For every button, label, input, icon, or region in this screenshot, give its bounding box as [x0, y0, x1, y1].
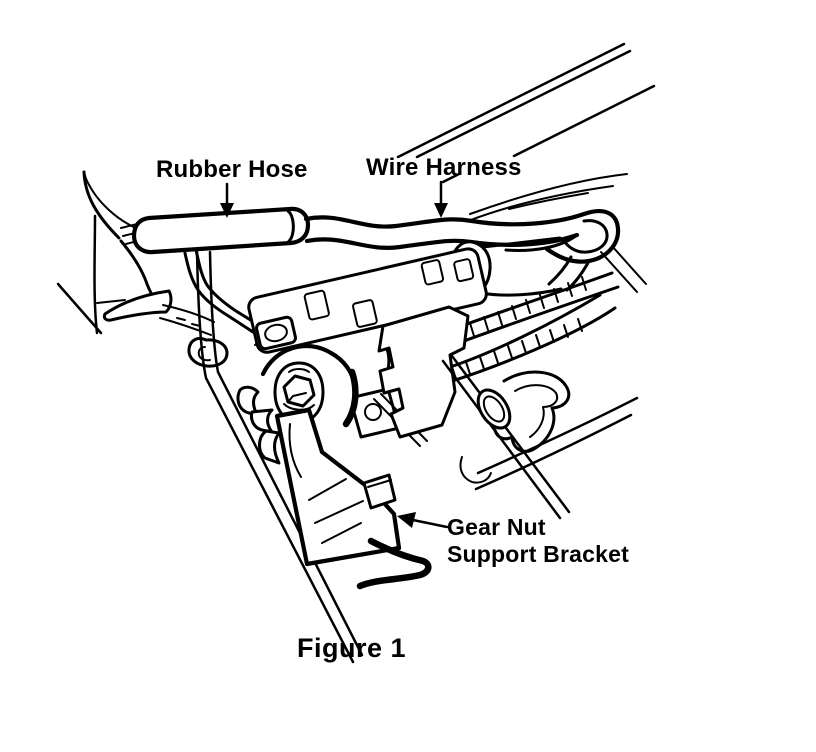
gear-nut-support-bracket-label: [447, 514, 629, 568]
rubber-hose-label: Rubber Hose: [156, 156, 308, 183]
gear-nut-label-line2: Support Bracket: [447, 541, 629, 567]
figure-caption: Figure 1: [297, 633, 407, 663]
rubber-hose-icon: [134, 209, 308, 252]
gear-nut-label-line1: Gear Nut: [447, 514, 546, 540]
panel-tongue-icon: [97, 291, 214, 335]
clamp-hooks-icon: [238, 387, 272, 432]
wire-harness-label: Wire Harness: [366, 154, 522, 181]
gear-nut-bracket-arrow: [397, 512, 447, 528]
